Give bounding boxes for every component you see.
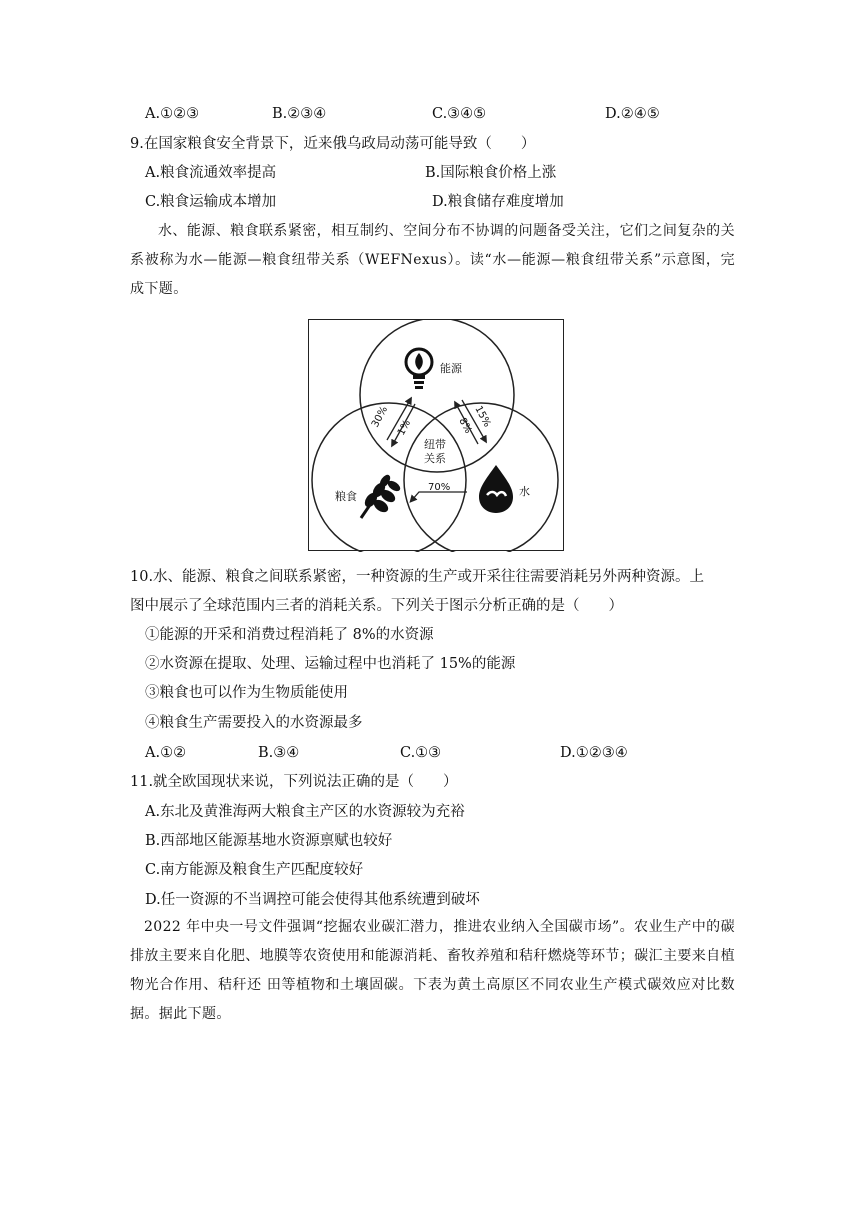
- pct-energy-food-1: 1%: [395, 418, 414, 438]
- water-label: 水: [519, 485, 530, 498]
- passage-wef-nexus: 水、能源、粮食联系紧密，相互制约、空间分布不协调的问题备受关注，它们之间复杂的关系被称为水—能源—粮食纽带关系（WEFNexus）。读“水—能源—粮食纽带关系”示意图，完成下题。: [130, 223, 735, 297]
- q10-option-a: A.①②: [145, 745, 187, 761]
- wef-nexus-diagram: [308, 319, 564, 551]
- q9-option-d: D.粮食储存难度增加: [432, 194, 564, 210]
- q9-option-c: C.粮食运输成本增加: [145, 194, 277, 210]
- wheat-icon: [361, 473, 402, 518]
- lightbulb-icon: [406, 349, 432, 389]
- q11-option-b: B.西部地区能源基地水资源禀赋也较好: [145, 833, 393, 849]
- nexus-label-bottom: 关系: [424, 452, 446, 465]
- q11-option-c: C.南方能源及粮食生产匹配度较好: [145, 862, 364, 878]
- q11-stem: 11.就全欧国现状来说，下列说法正确的是（ ）: [130, 774, 458, 790]
- q11-option-a: A.东北及黄淮海两大粮食主产区的水资源较为充裕: [145, 804, 465, 820]
- water-drop-icon: [479, 465, 513, 513]
- passage-carbon-sink: 2022 年中央一号文件强调“挖掘农业碳汇潜力，推进农业纳入全国碳市场”。农业生产中的碳排放主要来自化肥、地膜等农资使用和能源消耗、畜牧养殖和秸秆燃烧等环节；碳汇主要来自植物光合作用、秸秆还 田等植物和土壤固碳。下表为黄土高原区不同农业生产模式碳效应对比数据。据此下题。: [130, 919, 735, 1022]
- q10-statement-3: ③粮食也可以作为生物质能使用: [145, 685, 348, 701]
- pct-energy-food-30: 30%: [369, 404, 391, 430]
- energy-label: 能源: [440, 362, 462, 375]
- nexus-label-top: 纽带: [424, 438, 446, 451]
- q9-option-a: A.粮食流通效率提高: [145, 165, 277, 181]
- q11-option-d: D.任一资源的不当调控可能会使得其他系统遭到破坏: [145, 892, 480, 908]
- q8-option-c: C.③④⑤: [432, 106, 487, 122]
- q10-statement-1: ①能源的开采和消费过程消耗了 8%的水资源: [145, 627, 434, 643]
- q10-option-d: D.①②③④: [560, 745, 628, 761]
- q10-option-c: C.①③: [400, 745, 442, 761]
- q10-statement-4: ④粮食生产需要投入的水资源最多: [145, 715, 363, 731]
- pct-water-food-70: 70%: [428, 482, 451, 493]
- q9-option-b: B.国际粮食价格上涨: [425, 165, 557, 181]
- q9-stem: 9.在国家粮食安全背景下，近来俄乌政局动荡可能导致（ ）: [130, 136, 536, 152]
- q8-option-a: A.①②③: [145, 106, 200, 122]
- pct-energy-water-8: 8%: [456, 416, 474, 436]
- arrow-water-to-food: [412, 492, 467, 500]
- q8-option-d: D.②④⑤: [605, 106, 660, 122]
- q10-stem-line1: 10.水、能源、粮食之间联系紧密，一种资源的生产或开采往往需要消耗另外两种资源。上: [130, 569, 705, 585]
- q8-option-b: B.②③④: [272, 106, 327, 122]
- food-label: 粮食: [335, 490, 357, 503]
- q10-option-b: B.③④: [258, 745, 300, 761]
- q10-statement-2: ②水资源在提取、处理、运输过程中也消耗了 15%的能源: [145, 656, 516, 672]
- q10-stem-line2: 图中展示了全球范围内三者的消耗关系。下列关于图示分析正确的是（ ）: [130, 598, 623, 614]
- pct-energy-water-15: 15%: [472, 404, 493, 430]
